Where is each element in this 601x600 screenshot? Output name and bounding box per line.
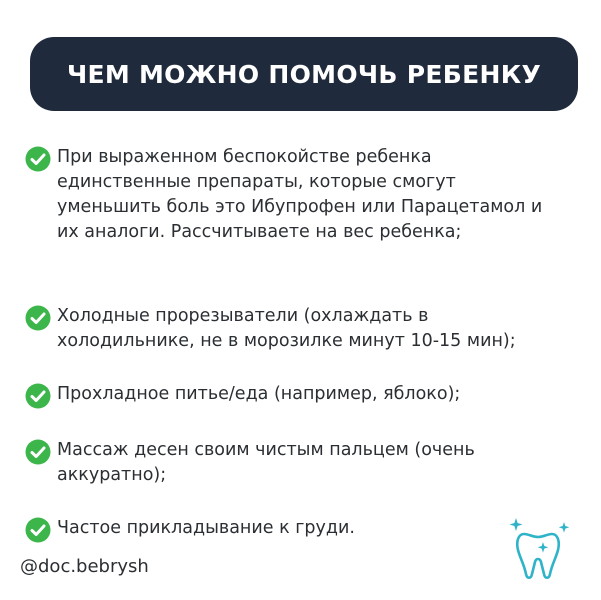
check-circle-icon [25,439,51,465]
list-item-text: При выраженном беспокойстве ребенка единственные препараты, которые смогут уменьшить боль это Ибупрофен или Парацетамол и их аналоги. Рассчитываете на вес ребенка; [57,147,543,242]
check-circle-icon [25,383,51,409]
list-item-text: Массаж десен своим чистым пальцем (очень аккуратно); [57,440,475,485]
list-item-text: Частое прикладывание к груди. [57,518,355,538]
page-title: ЧЕМ МОЖНО ПОМОЧЬ РЕБЕНКУ [66,59,542,89]
author-handle: @doc.bebrysh [20,556,149,577]
title-banner [30,37,578,111]
check-circle-icon [25,146,51,172]
tooth-sparkle-icon [504,512,574,584]
list-item-text: Прохладное питье/еда (например, яблоко); [57,384,461,404]
check-circle-icon [25,517,51,543]
check-circle-icon [25,305,51,331]
list-item-text: Холодные прорезыватели (охлаждать в холодильнике, не в морозилке минут 10-15 мин); [57,306,516,351]
